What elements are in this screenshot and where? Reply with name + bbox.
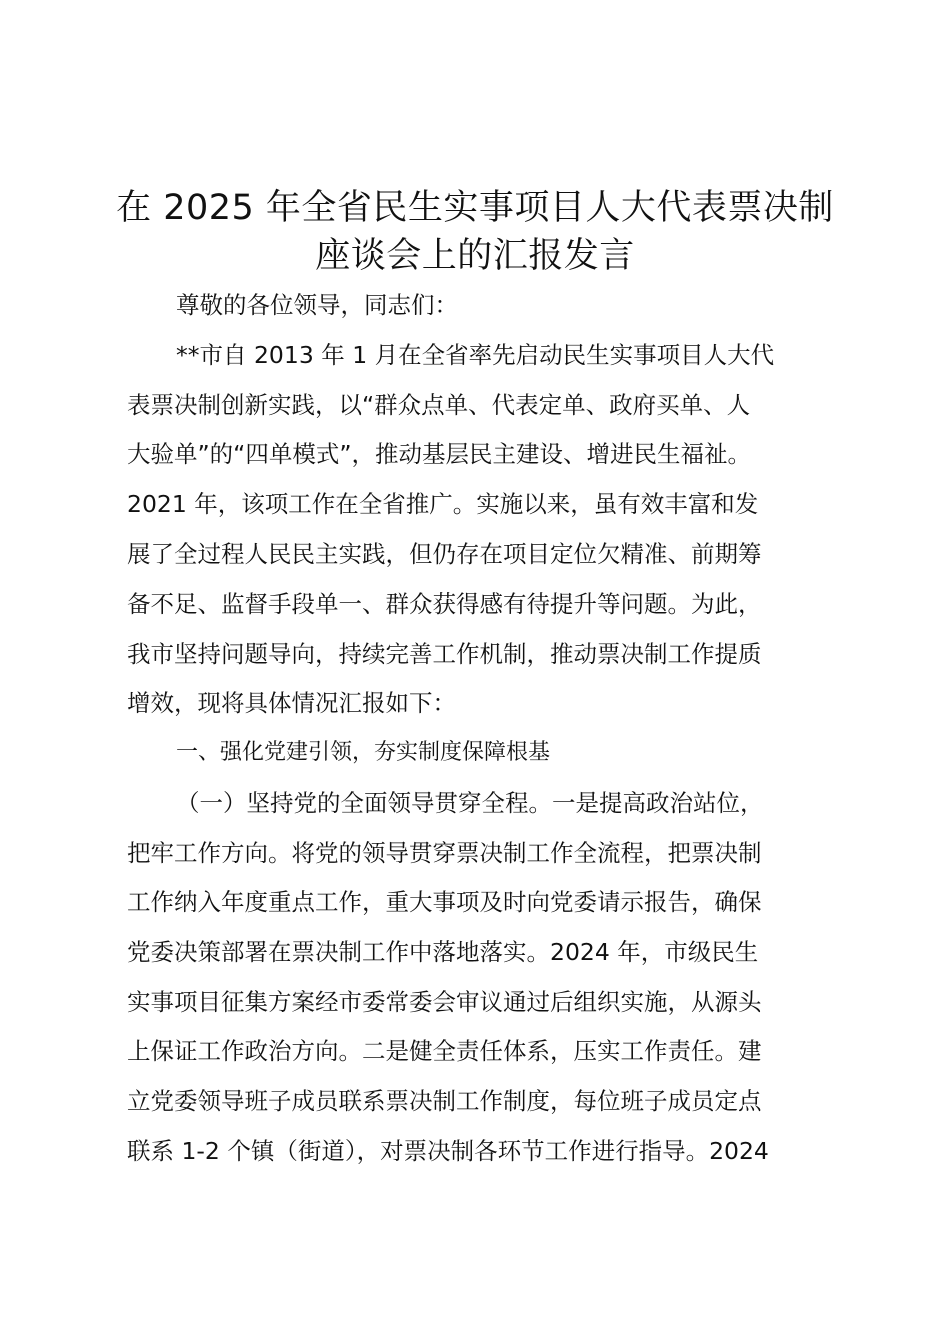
paragraph-line: 表票决制创新实践，以“群众点单、代表定单、政府买单、人 xyxy=(127,391,751,419)
section-heading: 一、强化党建引领，夯实制度保障根基 xyxy=(176,740,551,765)
document-title-line-1: 在 2025 年全省民生实事项目人大代表票决制 xyxy=(116,188,834,228)
paragraph-line: 增效，现将具体情况汇报如下： xyxy=(127,689,456,717)
paragraph-line: 大验单”的“四单模式”，推动基层民主建设、增进民生福祉。 xyxy=(127,440,752,468)
paragraph-line: 我市坚持问题导向，持续完善工作机制，推动票决制工作提质 xyxy=(127,640,762,668)
document-title-line-2: 座谈会上的汇报发言 xyxy=(315,236,635,276)
paragraph-line: 党委决策部署在票决制工作中落地落实。2024 年，市级民生 xyxy=(127,938,759,966)
salutation: 尊敬的各位领导，同志们： xyxy=(176,291,458,319)
paragraph-line: 展了全过程人民民主实践，但仍存在项目定位欠精准、前期筹 xyxy=(127,540,762,568)
paragraph-line: 联系 1-2 个镇（街道），对票决制各环节工作进行指导。2024 xyxy=(127,1137,769,1165)
paragraph-line: 把牢工作方向。将党的领导贯穿票决制工作全流程，把票决制 xyxy=(127,839,762,867)
paragraph-line: 备不足、监督手段单一、群众获得感有待提升等问题。为此， xyxy=(127,590,762,618)
paragraph-line: 上保证工作政治方向。二是健全责任体系，压实工作责任。建 xyxy=(127,1037,762,1065)
paragraph-line: 实事项目征集方案经市委常委会审议通过后组织实施，从源头 xyxy=(127,988,762,1016)
paragraph-line: 工作纳入年度重点工作，重大事项及时向党委请示报告，确保 xyxy=(127,888,762,916)
paragraph-line: **市自 2013 年 1 月在全省率先启动民生实事项目人大代 xyxy=(176,341,775,369)
paragraph-line: 立党委领导班子成员联系票决制工作制度，每位班子成员定点 xyxy=(127,1087,762,1115)
paragraph-line: 2021 年，该项工作在全省推广。实施以来，虽有效丰富和发 xyxy=(127,490,759,518)
paragraph-line: （一）坚持党的全面领导贯穿全程。一是提高政治站位， xyxy=(176,789,764,817)
